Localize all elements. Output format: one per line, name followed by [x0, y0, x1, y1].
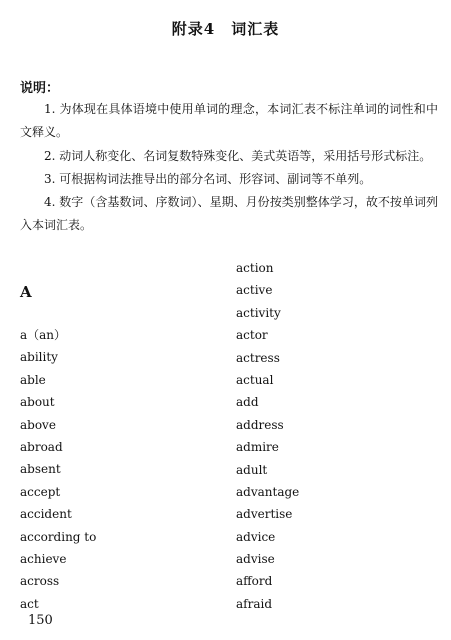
vocabulary-right-column [236, 257, 299, 615]
vocabulary-word: afraid [236, 596, 273, 611]
vocabulary-word: add [236, 395, 259, 410]
vocabulary-word: able [20, 372, 46, 387]
notes-section [20, 98, 438, 238]
page-title: 附录4 词汇表 [171, 20, 280, 38]
note-item: 2. 动词人称变化、名词复数特殊变化、美式英语等，采用括号形式标注。 [44, 148, 432, 163]
page-number: 150 [28, 613, 53, 628]
vocabulary-word: abroad [20, 439, 63, 454]
vocabulary-word: act [20, 596, 39, 611]
note-item: 1. 为体现在具体语境中使用单词的理念，本词汇表不标注单词的词性和中文释义。 [20, 102, 438, 140]
vocabulary-word: advantage [236, 484, 300, 499]
vocabulary-word: afford [236, 574, 273, 589]
vocabulary-word: actor [236, 328, 268, 343]
vocabulary-word: accept [20, 484, 61, 499]
notes-heading: 说明： [20, 81, 60, 96]
vocabulary-word: action [236, 261, 274, 275]
note-item: 4. 数字（含基数词、序数词）、星期、月份按类别整体学习，故不按单词列入本词汇表。 [20, 195, 438, 233]
vocabulary-word: advice [236, 529, 276, 544]
vocabulary-word: adult [236, 462, 268, 477]
vocabulary-word: across [20, 574, 60, 589]
section-letter: A [20, 283, 32, 301]
vocabulary-word: ability [20, 350, 58, 365]
vocabulary-word: advertise [236, 507, 293, 522]
vocabulary-word: active [236, 283, 273, 298]
vocabulary-word: address [236, 417, 284, 432]
vocabulary-word: above [20, 417, 56, 432]
vocabulary-word: about [20, 395, 55, 410]
vocabulary-left-column [20, 324, 96, 615]
vocabulary-word: accident [20, 507, 72, 522]
vocabulary-word: actual [236, 372, 274, 387]
note-item: 3. 可根据构词法推导出的部分名词、形容词、副词等不单列。 [44, 171, 372, 186]
vocabulary-word: achieve [20, 551, 67, 566]
vocabulary-word: activity [236, 305, 281, 320]
vocabulary-word: advise [236, 552, 275, 567]
vocabulary-word: a（an） [20, 328, 67, 342]
vocabulary-word: actress [236, 350, 280, 365]
vocabulary-word: according to [20, 529, 97, 544]
vocabulary-word: absent [20, 462, 61, 477]
vocabulary-word: admire [236, 440, 279, 455]
